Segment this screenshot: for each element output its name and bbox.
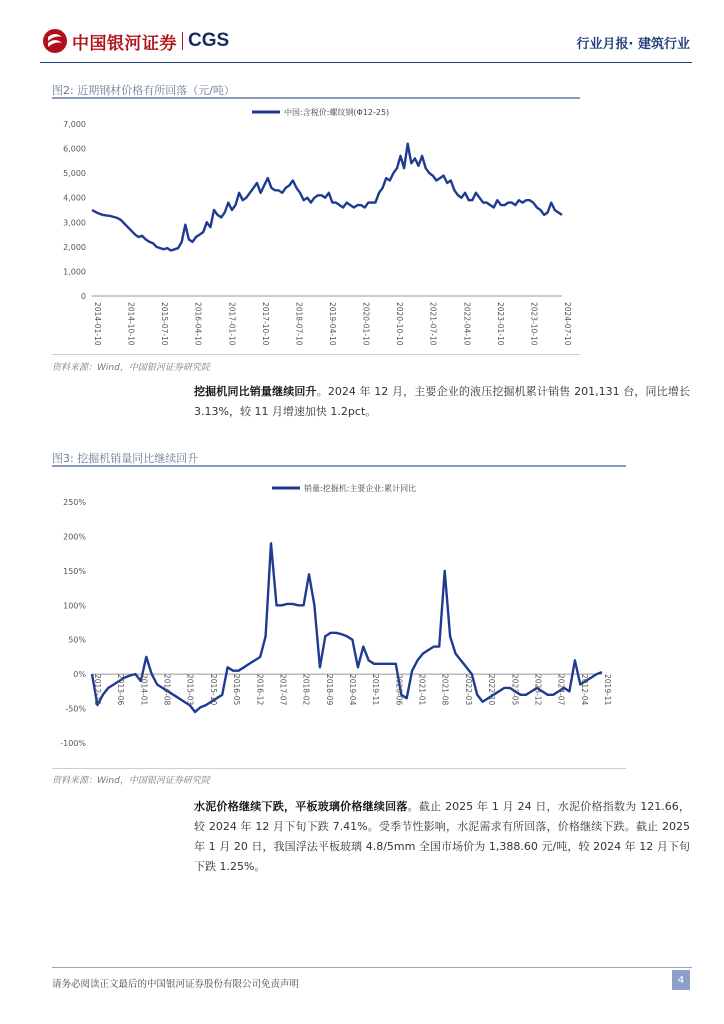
figure2-chart: [52, 100, 592, 354]
x-tick-label: 2022-10: [487, 674, 497, 706]
y-tick-label: 2,000: [63, 242, 86, 252]
x-tick-label: 2012-04: [579, 674, 589, 706]
x-tick-label: 2022-03: [463, 674, 473, 706]
figure3-chart: [52, 468, 628, 768]
report-type: 行业月报· 建筑行业: [576, 37, 690, 52]
x-tick-label: 2017-07: [278, 674, 288, 706]
x-tick-label: 2015-03: [185, 674, 195, 706]
x-tick-label: 2024-07: [556, 674, 566, 706]
paragraph-excavator-heading: 挖掘机同比销量继续回升: [194, 385, 317, 398]
y-tick-label: -100%: [60, 739, 86, 748]
x-tick-label: 2014-01-10: [93, 302, 102, 346]
figure2-bottom-rule: [52, 354, 580, 355]
legend-label: 中国:含税价:螺纹钢(Φ12-25): [284, 108, 390, 117]
cgs-logo-icon: [42, 28, 68, 54]
x-tick-label: 2021-01: [417, 674, 427, 706]
x-tick-label: 2023-10-10: [529, 302, 539, 346]
x-tick-label: 2015-10: [208, 674, 218, 706]
brand-name-en: CGS: [188, 30, 230, 51]
figure2-title: 图2: 近期钢材价格有所回落（元/吨）: [52, 84, 235, 97]
figure3-top-rule: [52, 465, 626, 467]
y-tick-label: 1,000: [63, 267, 86, 277]
y-tick-label: 4,000: [63, 193, 86, 203]
x-tick-label: 2019-04: [348, 674, 357, 706]
x-tick-label: 2017-01-10: [227, 302, 237, 346]
figure2-top-rule: [52, 97, 580, 99]
brand-name-cn: 中国银河证券: [72, 33, 177, 54]
y-tick-label: 6,000: [63, 144, 86, 154]
header-divider: [40, 62, 692, 63]
y-tick-label: 0: [80, 292, 86, 301]
x-tick-label: 2014-01: [139, 674, 149, 706]
y-tick-label: 250%: [63, 498, 86, 507]
x-tick-label: 2019-11: [603, 674, 612, 706]
paragraph-excavator-body: 。2024 年 12 月，主要企业的液压挖掘机累计销售 201,131 台，同比增长 3.13%，较 11 月增速加快 1.2pct。: [194, 385, 690, 418]
footer-disclaimer: 请务必阅读正文最后的中国银河证券股份有限公司免责声明: [52, 979, 300, 990]
x-tick-label: 2017-10-10: [260, 302, 270, 346]
x-tick-label: 2019-11: [371, 674, 381, 706]
page-number: 4: [672, 970, 690, 990]
x-tick-label: 2018-09: [324, 674, 334, 706]
paragraph-cement-glass-heading: 水泥价格继续下跌，平板玻璃价格继续回落: [194, 800, 408, 813]
x-tick-label: 2022-04-10: [462, 302, 472, 346]
y-tick-label: 3,000: [63, 218, 86, 228]
paragraph-cement-glass-body: 。截止 2025 年 1 月 24 日，水泥价格指数为 121.66，较 2024 年 12 月下旬下跌 7.41%。受季节性影响，水泥需求有所回落，价格继续下跌。截止 2025 年 1 月 20 日，我国浮法平板玻璃 4.8/5mm 全国市场价为 1,388.60 元/吨，较 2024 年 12 月下旬下跌 1.25%。: [194, 800, 690, 873]
x-tick-label: 2016-04-10: [193, 302, 203, 346]
x-tick-label: 2012-11: [93, 674, 102, 706]
x-tick-label: 2023-12: [533, 674, 543, 706]
x-tick-label: 2020-10-10: [395, 302, 405, 346]
series-line: [92, 144, 562, 251]
y-tick-label: -50%: [65, 704, 86, 714]
y-tick-label: 200%: [63, 532, 86, 542]
x-tick-label: 2016-05: [232, 674, 242, 706]
footer-divider: [52, 967, 692, 968]
legend-label: 销量:挖掘机:主要企业:累计同比: [304, 484, 417, 493]
x-tick-label: 2019-04-10: [328, 302, 337, 346]
x-tick-label: 2014-08: [162, 674, 172, 706]
x-tick-label: 2014-10-10: [126, 302, 136, 346]
paragraph-excavator: [194, 382, 690, 422]
y-tick-label: 7,000: [63, 120, 86, 129]
x-tick-label: 2021-07-10: [428, 302, 438, 346]
figure3-bottom-rule: [52, 768, 626, 769]
y-tick-label: 0%: [73, 670, 86, 680]
x-tick-label: 2013-06: [116, 674, 126, 706]
x-tick-label: 2024-07-10: [563, 302, 572, 346]
x-tick-label: 2023-01-10: [495, 302, 505, 346]
brand-separator: [182, 32, 183, 50]
y-tick-label: 100%: [63, 601, 86, 611]
y-tick-label: 150%: [63, 566, 86, 576]
figure3-title: 图3: 挖掘机销量同比继续回升: [52, 452, 199, 465]
x-tick-label: 2021-08: [440, 674, 450, 706]
x-tick-label: 2016-12: [255, 674, 265, 706]
x-tick-label: 2018-07-10: [294, 302, 304, 346]
x-tick-label: 2023-05: [510, 674, 520, 706]
y-tick-label: 5,000: [63, 169, 86, 179]
paragraph-cement-glass: [194, 797, 690, 877]
figure3-source: 资料来源：Wind，中国银河证券研究院: [52, 776, 210, 786]
x-tick-label: 2018-02: [301, 674, 311, 706]
brand-logo: [42, 28, 229, 54]
x-tick-label: 2020-01-10: [361, 302, 371, 346]
y-tick-label: 50%: [68, 635, 86, 645]
figure2-source: 资料来源：Wind，中国银河证券研究院: [52, 363, 210, 373]
x-tick-label: 2015-07-10: [160, 302, 170, 346]
x-tick-label: 2020-06: [394, 674, 404, 706]
